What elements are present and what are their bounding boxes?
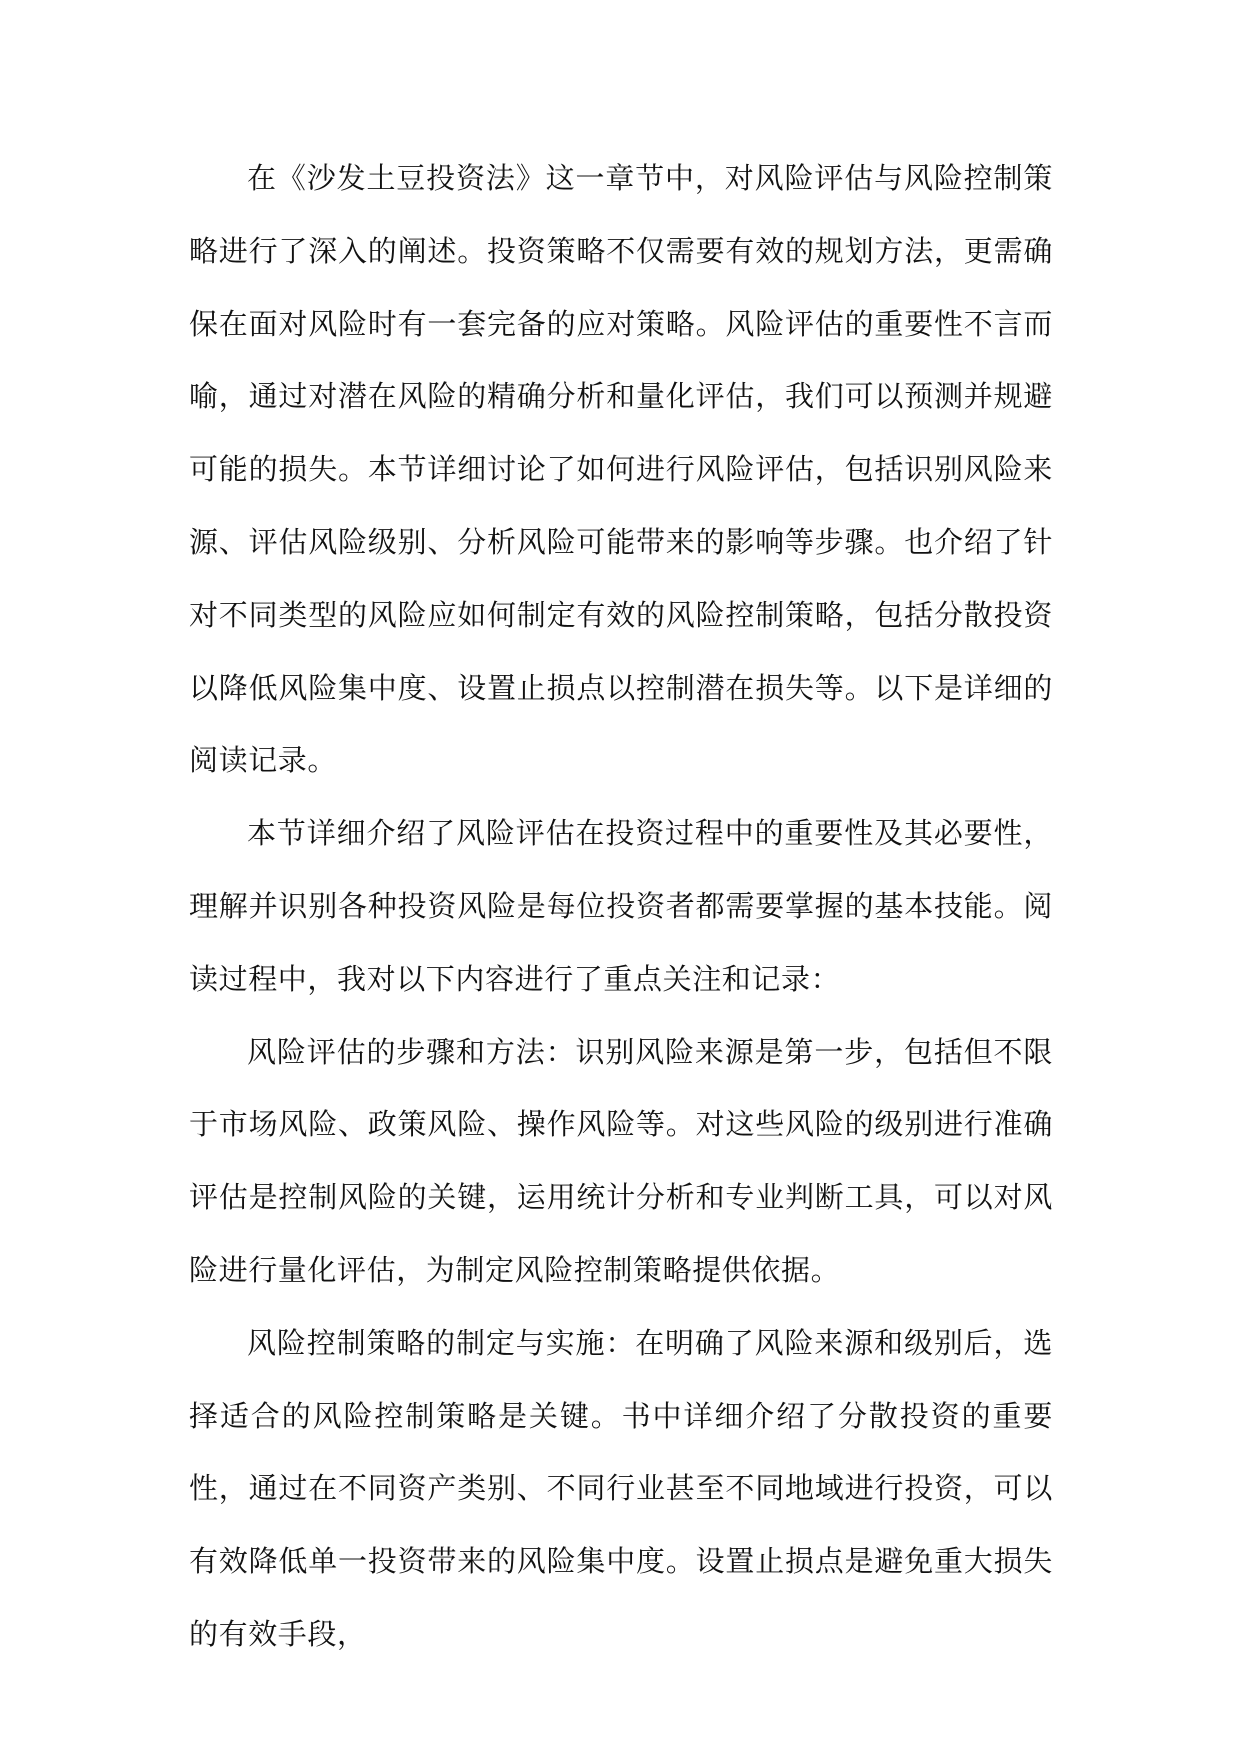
paragraph-assessment-steps: 风险评估的步骤和方法：识别风险来源是第一步，包括但不限于市场风险、政策风险、操作风险等。对这些风险的级别进行准确评估是控制风险的关键，运用统计分析和专业判断工具，可以对风险进行量化评估，为制定风险控制策略提供依据。 bbox=[189, 1034, 1053, 1287]
paragraph-intro: 在《沙发土豆投资法》这一章节中，对风险评估与风险控制策略进行了深入的阐述。投资策略不仅需要有效的规划方法，更需确保在面对风险时有一套完备的应对策略。风险评估的重要性不言而喻，通过对潜在风险的精确分析和量化评估，我们可以预测并规避可能的损失。本节详细讨论了如何进行风险评估，包括识别风险来源、评估风险级别、分析风险可能带来的影响等步骤。也介绍了针对不同类型的风险应如何制定有效的风险控制策略，包括分散投资以降低风险集中度、设置止损点以控制潜在损失等。以下是详细的阅读记录。 bbox=[189, 161, 1053, 778]
document-body bbox=[189, 142, 1053, 1671]
paragraph-importance: 本节详细介绍了风险评估在投资过程中的重要性及其必要性，理解并识别各种投资风险是每位投资者都需要掌握的基本技能。阅读过程中，我对以下内容进行了重点关注和记录： bbox=[189, 816, 1053, 996]
paragraph-control-strategy: 风险控制策略的制定与实施：在明确了风险来源和级别后，选择适合的风险控制策略是关键。书中详细介绍了分散投资的重要性，通过在不同资产类别、不同行业甚至不同地域进行投资，可以有效降低单一投资带来的风险集中度。设置止损点是避免重大损失的有效手段， bbox=[189, 1325, 1053, 1651]
